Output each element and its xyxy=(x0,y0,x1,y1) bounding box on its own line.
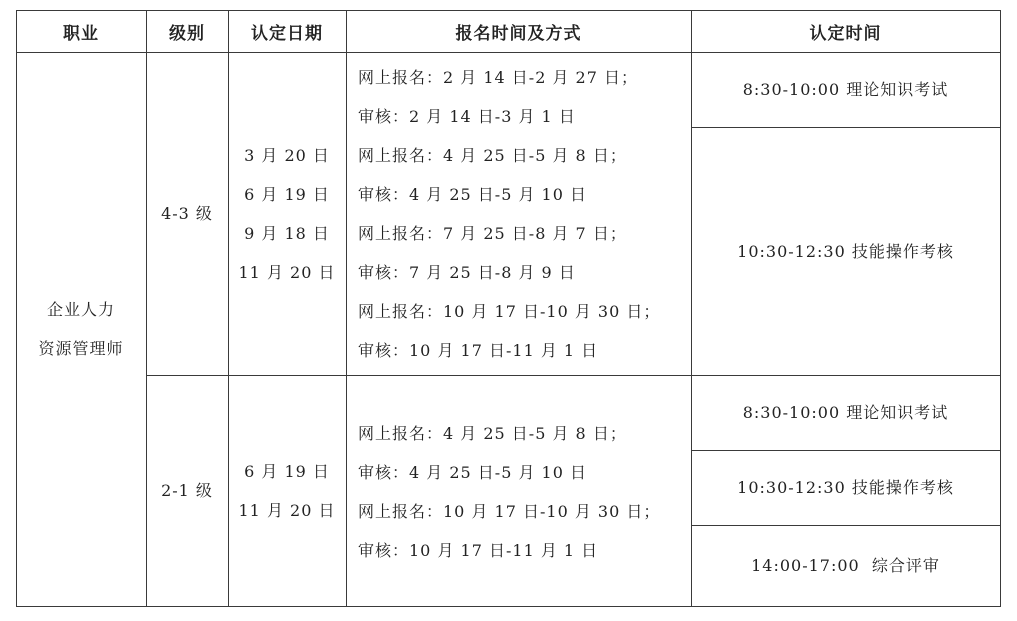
cert-date: 6 月 19 日 xyxy=(244,184,330,204)
registration-line: 网上报名：4 月 25 日-5 月 8 日； xyxy=(358,146,627,165)
cert-time-cell xyxy=(691,127,1000,375)
cert-time-cell xyxy=(691,52,1000,127)
cert-time-theory: 8:30-10:00 理论知识考试 xyxy=(742,80,949,99)
cert-date: 9 月 18 日 xyxy=(244,223,330,243)
registration-line: 网上报名：7 月 25 日-8 月 7 日； xyxy=(358,224,627,243)
cert-time-cell xyxy=(691,375,1000,450)
level-cell-2-1 xyxy=(146,375,228,606)
occupation-cell xyxy=(16,52,146,606)
header-cert-time: 认定时间 xyxy=(809,23,882,44)
occupation-line-1: 企业人力 xyxy=(46,300,115,319)
cert-time-review: 14:00-17:00 综合评审 xyxy=(751,556,940,575)
registration-line: 审核：2 月 14 日-3 月 1 日 xyxy=(358,107,576,126)
cert-time-cell xyxy=(691,450,1000,525)
header-cert-date: 认定日期 xyxy=(251,23,323,44)
registration-line: 审核：10 月 17 日-11 月 1 日 xyxy=(358,541,599,560)
cert-date: 6 月 19 日 xyxy=(244,461,330,481)
registration-line: 网上报名：2 月 14 日-2 月 27 日； xyxy=(358,68,639,87)
level-label: 2-1 级 xyxy=(161,481,213,500)
col-divider-3 xyxy=(346,10,347,607)
level-label: 4-3 级 xyxy=(161,204,213,223)
table-right-border xyxy=(1000,10,1001,607)
cert-time-cell xyxy=(691,525,1000,606)
header-occupation: 职业 xyxy=(63,23,99,44)
dates-cell-4-3 xyxy=(228,52,346,375)
cert-date: 11 月 20 日 xyxy=(238,262,336,282)
header-level: 级别 xyxy=(169,23,205,44)
registration-line: 网上报名：10 月 17 日-10 月 30 日； xyxy=(358,502,661,521)
registration-line: 审核：4 月 25 日-5 月 10 日 xyxy=(358,185,588,204)
cert-date: 11 月 20 日 xyxy=(238,500,336,520)
level-cell-4-3 xyxy=(146,52,228,375)
cert-time-skills: 10:30-12:30 技能操作考核 xyxy=(737,241,954,261)
occupation-line-2: 资源管理师 xyxy=(38,339,124,358)
cert-date: 3 月 20 日 xyxy=(244,145,330,165)
registration-line: 网上报名：4 月 25 日-5 月 8 日； xyxy=(358,424,627,443)
registration-cell-2-1 xyxy=(358,414,660,570)
registration-line: 审核：4 月 25 日-5 月 10 日 xyxy=(358,463,588,482)
registration-line: 审核：10 月 17 日-11 月 1 日 xyxy=(358,341,599,360)
dates-cell-2-1 xyxy=(228,375,346,606)
registration-cell-4-3 xyxy=(358,58,660,370)
registration-line: 网上报名：10 月 17 日-10 月 30 日； xyxy=(358,302,661,321)
table-bottom-border xyxy=(16,606,1000,607)
header-registration: 报名时间及方式 xyxy=(455,23,582,44)
cert-time-skills: 10:30-12:30 技能操作考核 xyxy=(737,478,954,497)
cert-time-theory: 8:30-10:00 理论知识考试 xyxy=(742,403,949,422)
registration-line: 审核：7 月 25 日-8 月 9 日 xyxy=(358,263,576,282)
